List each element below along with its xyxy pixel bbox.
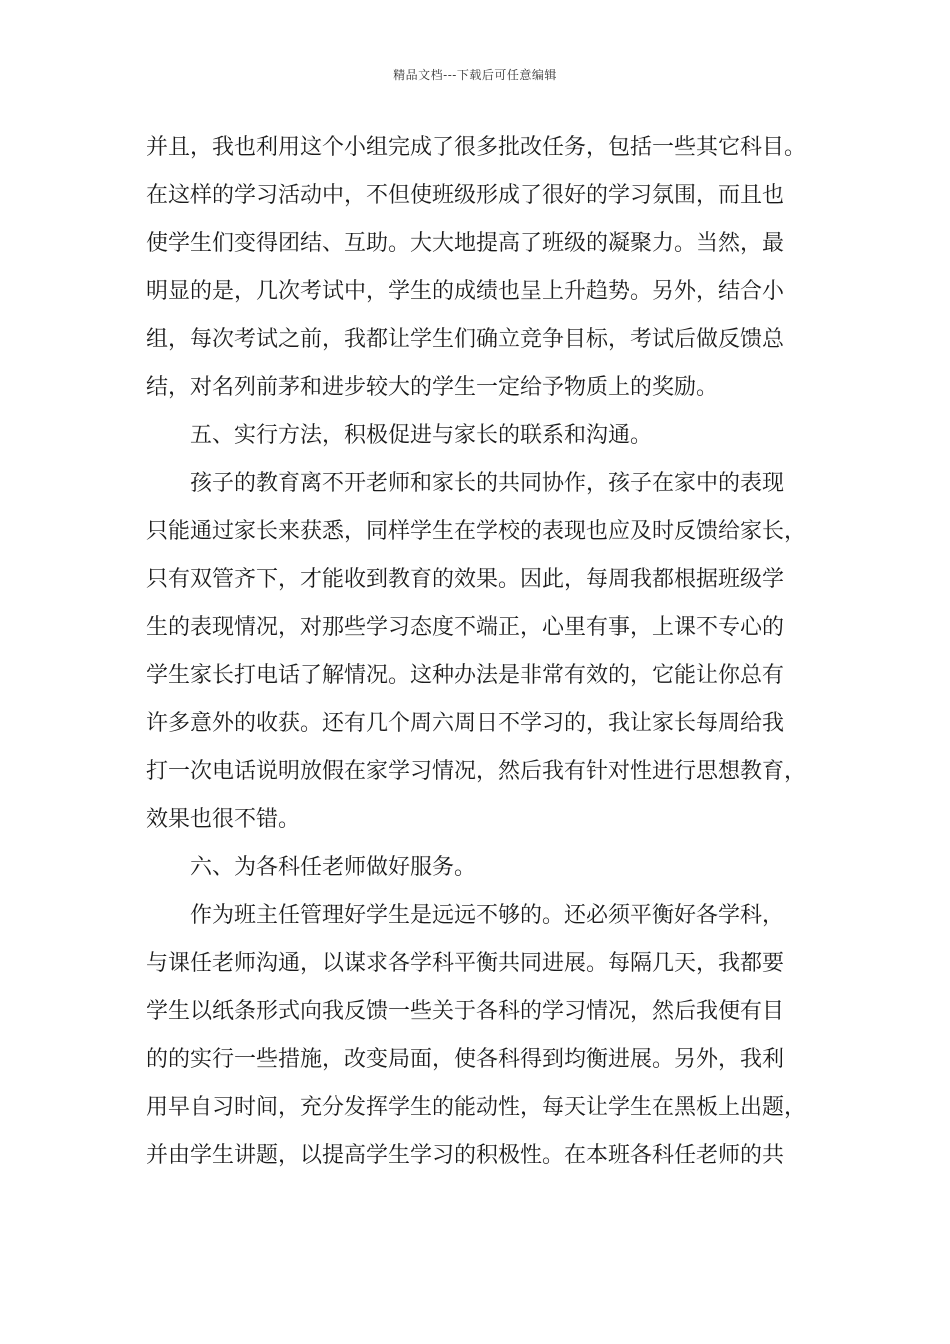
text-line: 结，对名列前茅和进步较大的学生一定给予物质上的奖励。 [146,375,719,400]
text-line: 打一次电话说明放假在家学习情况，然后我有针对性进行思想教育， [146,759,807,784]
text-line: 并由学生讲题，以提高学生学习的积极性。在本班各科任老师的共 [146,1143,785,1168]
text-line: 的的实行一些措施，改变局面，使各科得到均衡进展。另外，我利 [146,1047,785,1072]
body-text [146,124,836,1180]
text-line: 组，每次考试之前，我都让学生们确立竞争目标，考试后做反馈总 [146,327,785,352]
text-line: 学生以纸条形式向我反馈一些关于各科的学习情况，然后我便有目 [146,999,785,1024]
text-line: 孩子的教育离不开老师和家长的共同协作，孩子在家中的表现 [190,471,785,496]
text-line: 只有双管齐下，才能收到教育的效果。因此，每周我都根据班级学 [146,567,785,592]
text-line: 与课任老师沟通，以谋求各学科平衡共同进展。每隔几天，我都要 [146,951,785,976]
text-line: 只能通过家长来获悉，同样学生在学校的表现也应及时反馈给家长， [146,519,807,544]
section-heading: 六、为各科任老师做好服务。 [190,855,477,880]
text-line: 在这样的学习活动中，不但使班级形成了很好的学习氛围，而且也 [146,183,785,208]
text-line: 许多意外的收获。还有几个周六周日不学习的，我让家长每周给我 [146,711,785,736]
text-line: 生的表现情况，对那些学习态度不端正，心里有事，上课不专心的 [146,615,785,640]
text-line: 效果也很不错。 [146,807,301,832]
text-line: 用早自习时间，充分发挥学生的能动性，每天让学生在黑板上出题， [146,1095,807,1120]
text-line: 明显的是，几次考试中，学生的成绩也呈上升趋势。另外，结合小 [146,279,785,304]
text-line: 使学生们变得团结、互助。大大地提高了班级的凝聚力。当然，最 [146,231,785,256]
text-line: 作为班主任管理好学生是远远不够的。还必须平衡好各学科， [190,903,785,928]
section-heading: 五、实行方法，积极促进与家长的联系和沟通。 [190,423,653,448]
text-line: 学生家长打电话了解情况。这种办法是非常有效的，它能让你总有 [146,663,785,688]
page-header: 精品文档---下载后可任意编辑 [393,68,557,82]
text-line: 并且，我也利用这个小组完成了很多批改任务，包括一些其它科目。 [146,135,807,160]
